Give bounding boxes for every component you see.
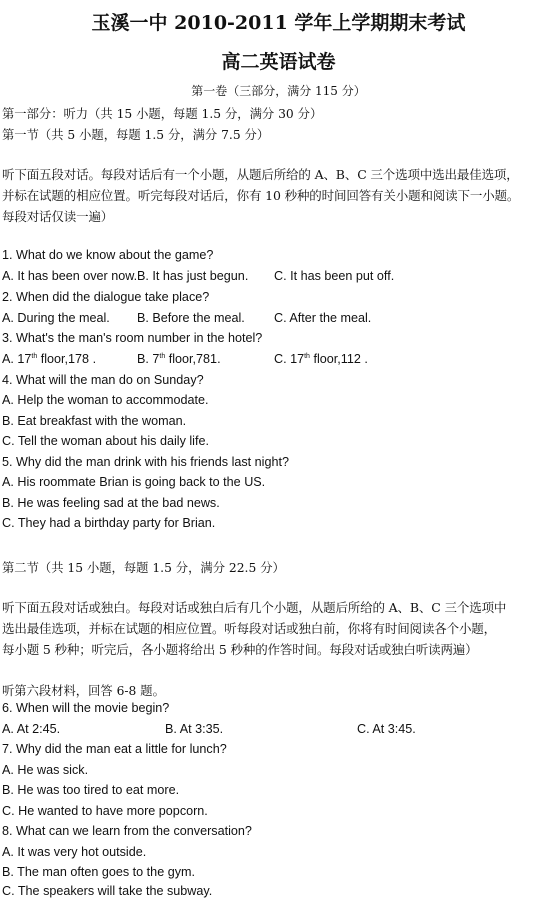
question-1-option-c: C. It has been put off. [274, 269, 395, 283]
question-3-option-b [137, 352, 221, 366]
question-4-option-b: B. Eat breakfast with the woman. [2, 414, 187, 428]
option-sup: th [304, 352, 310, 360]
part1-heading: 第一部分：听力（共 15 小题，每题 1.5 分，满分 30 分） [2, 107, 323, 121]
question-3-option-a [2, 352, 96, 366]
question-2-option-a: A. During the meal. [2, 311, 110, 325]
question-5-option-c: C. They had a birthday party for Brian. [2, 516, 216, 530]
option-sup: th [31, 352, 38, 360]
section1-instruction-line: 每段对话仅读一遍） [2, 209, 114, 224]
question-5-option-b: B. He was feeling sad at the bad news. [2, 496, 220, 510]
exam-subtitle: 高二英语试卷 [221, 51, 336, 73]
question-3: 3. What's the man's room number in the hotel? [2, 331, 263, 345]
section2-instruction-line: 听下面五段对话或独白。每段对话或独白后有几个小题，从题后所给的 A、B、C 三个选项中 [2, 600, 507, 615]
question-5: 5. Why did the man drink with his friends last night? [2, 455, 289, 469]
section1-instruction-line: 并标在试题的相应位置。听完每段对话后，你有 10 秒种的时间回答有关小题和阅读下一小题。 [2, 188, 520, 203]
option-post: floor,112 . [309, 352, 368, 366]
question-4: 4. What will the man do on Sunday? [2, 373, 204, 387]
option-pre: B. 7 [137, 352, 160, 366]
question-6: 6. When will the movie begin? [2, 701, 170, 715]
question-8: 8. What can we learn from the conversation? [2, 824, 252, 838]
question-8-option-a: A. It was very hot outside. [2, 845, 147, 859]
question-1: 1. What do we know about the game? [2, 248, 214, 262]
exam-title: 玉溪一中 2010-2011 学年上学期期末考试 [91, 12, 466, 34]
question-7-option-a: A. He was sick. [2, 763, 89, 777]
option-pre: A. 17 [2, 352, 32, 366]
question-7-option-b: B. He was too tired to eat more. [2, 783, 180, 797]
question-7-option-c: C. He wanted to have more popcorn. [2, 804, 208, 818]
section2-instruction-line: 选出最佳选项，并标在试题的相应位置。听每段对话或独白前，你将有时间阅读各个小题， [2, 621, 497, 636]
question-2-option-c: C. After the meal. [274, 311, 372, 325]
material-intro: 听第六段材料，回答 6-8 题。 [2, 684, 165, 698]
question-7: 7. Why did the man eat a little for lunch? [2, 742, 227, 756]
question-4-option-a: A. Help the woman to accommodate. [2, 393, 209, 407]
section1-heading: 第一节（共 5 小题，每题 1.5 分，满分 7.5 分） [2, 128, 270, 142]
question-1-option-a: A. It has been over now. [2, 269, 138, 283]
question-6-option-c: C. At 3:45. [357, 722, 416, 736]
question-2: 2. When did the dialogue take place? [2, 290, 210, 304]
question-8-option-b: B. The man often goes to the gym. [2, 865, 195, 879]
option-post: floor,781. [165, 352, 221, 366]
option-pre: C. 17 [274, 352, 305, 366]
question-6-option-b: B. At 3:35. [165, 722, 224, 736]
question-4-option-c: C. Tell the woman about his daily life. [2, 434, 209, 448]
question-5-option-a: A. His roommate Brian is going back to the US. [2, 475, 266, 489]
volume-info: 第一卷（三部分，满分 115 分） [191, 84, 366, 98]
question-8-option-c: C. The speakers will take the subway. [2, 884, 213, 898]
section2-instruction-line: 每小题 5 秒种；听完后，各小题将给出 5 秒种的作答时间。每段对话或独白听读两遍） [2, 642, 478, 657]
section2-heading: 第二节（共 15 小题，每题 1.5 分，满分 22.5 分） [2, 561, 285, 575]
option-post: floor,178 . [37, 352, 97, 366]
question-3-option-c [274, 352, 368, 366]
section1-instruction-line: 听下面五段对话。每段对话后有一个小题，从题后所给的 A、B、C 三个选项中选出最佳选项， [2, 167, 519, 182]
question-1-option-b: B. It has just begun. [137, 269, 249, 283]
question-6-option-a: A. At 2:45. [2, 722, 61, 736]
question-2-option-b: B. Before the meal. [137, 311, 245, 325]
option-sup: th [159, 352, 166, 360]
